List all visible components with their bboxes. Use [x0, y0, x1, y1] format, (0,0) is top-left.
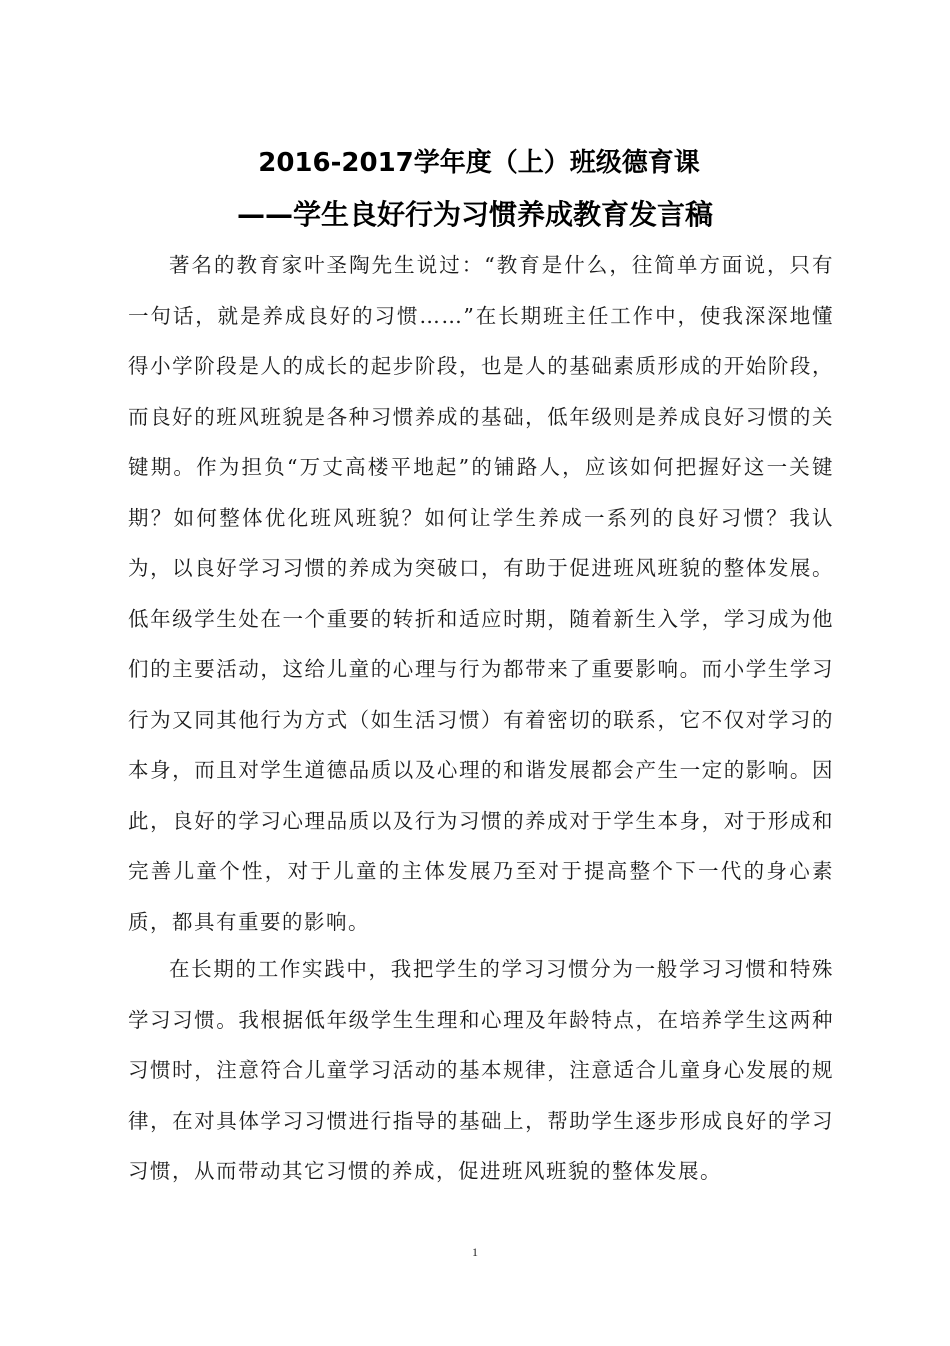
body-paragraph-2: 在长期的工作实践中，我把学生的学习习惯分为一般学习习惯和特殊学习习惯。我根据低年级学生生理和心理及年龄特点，在培养学生这两种习惯时，注意符合儿童学习活动的基本规律，注意适合儿童身心发展的规律，在对具体学习习惯进行指导的基础上，帮助学生逐步形成良好的学习习惯，从而带动其它习惯的养成，促进班风班貌的整体发展。 [128, 957, 834, 1183]
document-subtitle: ——学生良好行为习惯养成教育发言稿 [236, 198, 713, 231]
page-number: 1 [472, 1245, 478, 1259]
body-paragraph-1: 著名的教育家叶圣陶先生说过：“教育是什么，往简单方面说，只有一句话，就是养成良好的习惯……”在长期班主任工作中，使我深深地懂得小学阶段是人的成长的起步阶段，也是人的基础素质形成的开始阶段，而良好的班风班貌是各种习惯养成的基础，低年级则是养成良好习惯的关键期。作为担负“万丈高楼平地起”的铺路人，应该如何把握好这一关键期？如何整体优化班风班貌？如何让学生养成一系列的良好习惯？我认为，以良好学习习惯的养成为突破口，有助于促进班风班貌的整体发展。低年级学生处在一个重要的转折和适应时期，随着新生入学，学习成为他们的主要活动，这给儿童的心理与行为都带来了重要影响。而小学生学习行为又同其他行为方式（如生活习惯）有着密切的联系，它不仅对学习的本身，而且对学生道德品质以及心理的和谐发展都会产生一定的影响。因此，良好的学习心理品质以及行为习惯的养成对于学生本身，对于形成和完善儿童个性，对于儿童的主体发展乃至对于提高整个下一代的身心素质，都具有重要的影响。 [128, 253, 834, 934]
document-title: 2016-2017学年度（上）班级德育课 [258, 148, 700, 178]
